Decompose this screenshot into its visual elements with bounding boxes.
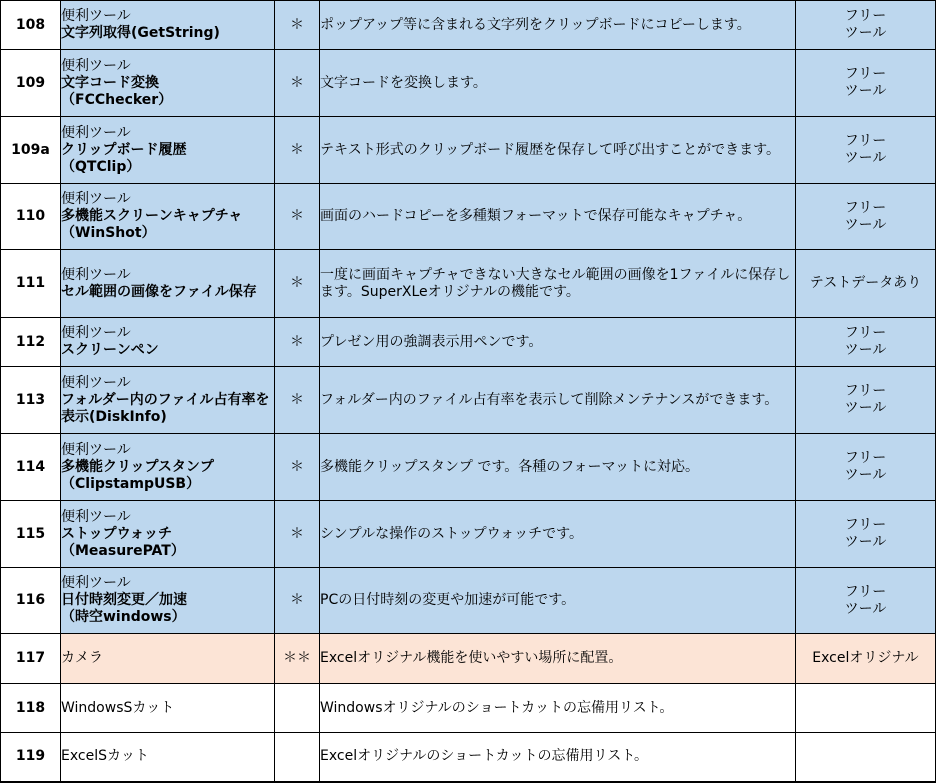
table-row[interactable] [1,568,936,634]
row-mark: ＊ [275,250,320,318]
row-title: ストップウォッチ （MeasurePAT） [61,525,185,559]
row-mark: ＊ [275,1,320,50]
row-note: フリー ツール [796,367,936,434]
row-name [61,367,275,434]
table-row[interactable] [1,434,936,501]
row-description: フォルダー内のファイル占有率を表示して削除メンテナンスができます。 [320,367,796,434]
row-note: テストデータあり [796,250,936,318]
table-row[interactable] [1,50,936,117]
row-mark: ＊ [275,367,320,434]
row-name [61,184,275,250]
row-number: 109 [1,50,61,117]
row-category: 便利ツール [61,374,131,391]
row-number: 109a [1,117,61,184]
row-mark: ＊ [275,434,320,501]
row-category: 便利ツール [61,57,131,74]
row-title: カメラ [61,650,103,666]
row-number: 110 [1,184,61,250]
row-description: ポップアップ等に含まれる文字列をクリップボードにコピーします。 [320,1,796,50]
row-mark [275,684,320,733]
row-name [61,117,275,184]
row-name [61,318,275,367]
row-title: 多機能スクリーンキャプチャ （WinShot） [61,208,243,241]
row-title: 文字列取得(GetString) [61,25,220,41]
row-description: 画面のハードコピーを多種類フォーマットで保存可能なキャプチャ。 [320,184,796,250]
row-category: 便利ツール [61,325,131,341]
row-title: 日付時刻変更／加速 （時空windows） [61,592,187,625]
row-title: ExcelSカット [61,748,149,765]
row-name [61,434,275,501]
row-description: 文字コードを変換します。 [320,50,796,117]
row-category: 便利ツール [61,124,131,141]
row-note: フリー ツール [796,117,936,184]
row-note: フリー ツール [796,501,936,568]
table-row[interactable] [1,367,936,434]
row-mark: ＊ [275,50,320,117]
row-note: フリー ツール [796,50,936,117]
row-description: テキスト形式のクリップボード履歴を保存して呼び出すことができます。 [320,117,796,184]
row-note: フリー ツール [796,1,936,50]
table-row[interactable] [1,733,936,782]
row-number: 115 [1,501,61,568]
row-number: 112 [1,318,61,367]
table-row[interactable] [1,250,936,318]
row-mark [275,733,320,782]
row-description: 一度に画面キャプチャできない大きなセル範囲の画像を1ファイルに保存します。SuperXLeオリジナルの機能です。 [320,250,796,318]
row-mark: ＊ [275,501,320,568]
row-note: Excelオリジナル [796,634,936,684]
row-number: 108 [1,1,61,50]
row-note: フリー ツール [796,318,936,367]
row-description: 多機能クリップスタンプ です。各種のフォーマットに対応。 [320,434,796,501]
row-category: 便利ツール [61,508,131,525]
row-category: 便利ツール [61,191,131,207]
row-mark: ＊ [275,117,320,184]
table-body [1,1,936,782]
row-description: シンプルな操作のストップウォッチです。 [320,501,796,568]
table-row[interactable] [1,1,936,50]
row-title: クリップボード履歴 （QTClip） [61,141,187,175]
table-row[interactable] [1,501,936,568]
row-category: 便利ツール [61,8,131,24]
table-row[interactable] [1,684,936,733]
row-name [61,1,275,50]
row-description: プレゼン用の強調表示用ペンです。 [320,318,796,367]
row-title: WindowsSカット [61,699,175,716]
row-category: 便利ツール [61,575,131,591]
row-description: PCの日付時刻の変更や加速が可能です。 [320,568,796,634]
row-number: 119 [1,733,61,782]
row-number: 113 [1,367,61,434]
table-row[interactable] [1,634,936,684]
row-number: 114 [1,434,61,501]
row-number: 118 [1,684,61,733]
row-name [61,250,275,318]
row-name [61,568,275,634]
row-number: 117 [1,634,61,684]
row-note [796,733,936,782]
row-mark: ＊ [275,568,320,634]
row-title: スクリーンペン [61,342,159,358]
table-row[interactable] [1,117,936,184]
row-number: 111 [1,250,61,318]
row-mark: ＊ [275,184,320,250]
row-note: フリー ツール [796,434,936,501]
row-description: Excelオリジナルのショートカットの忘備用リスト。 [320,733,796,782]
row-title: セル範囲の画像をファイル保存 [61,283,257,300]
row-number: 116 [1,568,61,634]
table-row[interactable] [1,184,936,250]
row-name [61,50,275,117]
row-category: 便利ツール [61,266,131,283]
row-mark: ＊ [275,318,320,367]
row-title: 文字コード変換 （FCChecker） [61,74,173,108]
row-name [61,501,275,568]
row-note: フリー ツール [796,184,936,250]
table-row[interactable] [1,318,936,367]
row-name [61,733,275,782]
row-title: 多機能クリップスタンプ （ClipstampUSB） [61,458,214,492]
row-name [61,684,275,733]
row-description: Windowsオリジナルのショートカットの忘備用リスト。 [320,684,796,733]
row-name [61,634,275,684]
row-description: Excelオリジナル機能を使いやすい場所に配置。 [320,634,796,684]
row-mark: ＊＊ [275,634,320,684]
row-title: フォルダー内のファイル占有率を表示(DiskInfo) [61,391,270,425]
row-note: フリー ツール [796,568,936,634]
row-category: 便利ツール [61,441,131,458]
row-note [796,684,936,733]
